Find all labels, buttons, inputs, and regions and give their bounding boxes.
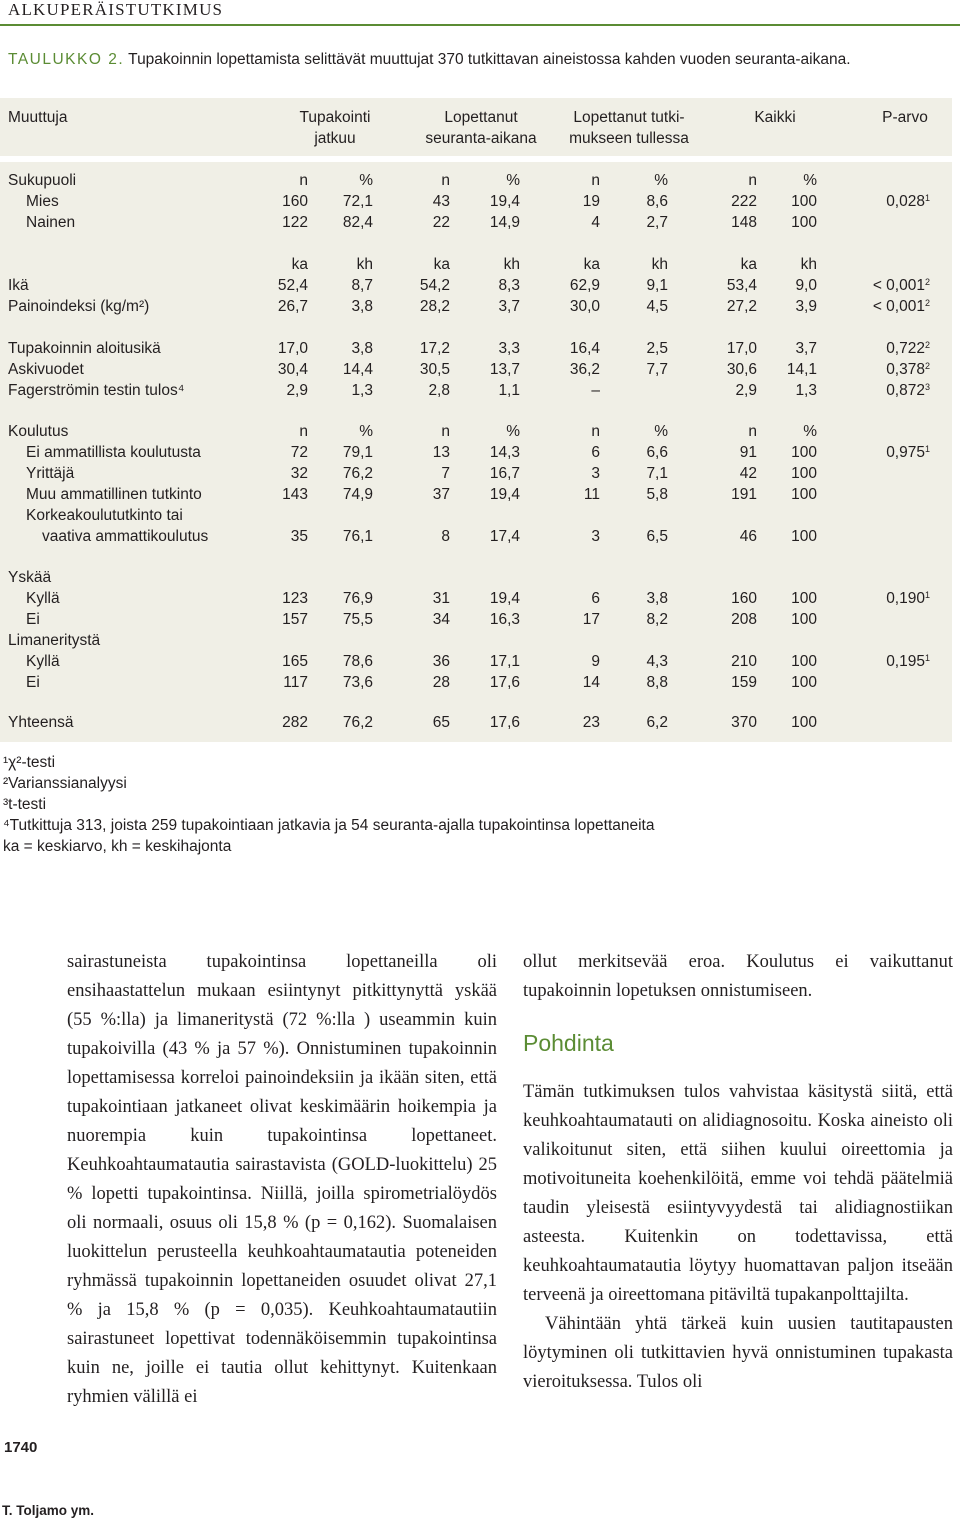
table-cell: 3 (591, 528, 600, 545)
table-cell: 100 (791, 611, 817, 628)
text-column-right (523, 948, 953, 1397)
header-p-value: P-arvo (882, 109, 928, 126)
row-label: Ei ammatillista koulutusta (26, 444, 201, 461)
header-all: Kaikki (754, 109, 796, 126)
table-cell: 14,4 (342, 361, 373, 378)
p-value: 0,378 (886, 361, 925, 378)
table-cell: 37 (432, 486, 450, 503)
body-paragraph: Tämän tutkimuksen tulos vahvistaa käsitystä siitä, että keuhkoahtaumatauti on alidiagnosoitu. Koska aineisto oli valikoitunut siten, että siihen kuului oireettomia ja motivoituneita koehenkilöitä, emme voi tehdä päätelmiä taudin yleisestä esiintyvyydestä tai alidiagnostiikan asteesta. Kuitenkin on todettavissa, että keuhkoahtaumatautia löytyy huomattavan paljon itseään terveenä ja oireettomana pitäviltä tupakanpolttajilta. (523, 1082, 953, 1305)
table-cell: 8,8 (646, 674, 668, 691)
table-row (0, 275, 952, 296)
row-label: Yhteensä (8, 714, 74, 731)
table-cell: 100 (791, 674, 817, 691)
table-cell: 72,1 (342, 193, 373, 210)
table-cell: 6,5 (646, 528, 668, 545)
p-value-cell (873, 296, 930, 317)
row-label: Sukupuoli (8, 172, 77, 189)
table-row (0, 170, 952, 191)
table-row (0, 567, 952, 588)
table-cell: 5,8 (646, 486, 668, 503)
table-cell: 14 (582, 674, 600, 691)
table-cell: 148 (731, 214, 757, 231)
table-cell: 14,3 (489, 444, 520, 461)
table-cell: 222 (731, 193, 757, 210)
page-number: 1740 (4, 1439, 38, 1456)
table-cell: 100 (791, 465, 817, 482)
table-cell: 36 (432, 653, 450, 670)
p-value-test-ref: 1 (924, 590, 930, 600)
row-label: Ei (26, 611, 40, 628)
table-cell: 13,7 (489, 361, 520, 378)
row-label: Koulutus (8, 423, 69, 440)
table-cell: 100 (791, 444, 817, 461)
p-value-cell (886, 380, 930, 401)
table-cell: 54,2 (419, 277, 450, 294)
header-smoking-continues: Tupakointi jatkuu (299, 109, 371, 147)
p-value-test-ref: 1 (924, 653, 930, 663)
table-cell: 28 (432, 674, 450, 691)
table-cell: 22 (432, 214, 450, 231)
table-cell: 3,7 (795, 340, 817, 357)
table-cell: 8,2 (646, 611, 668, 628)
p-value: 0,028 (886, 193, 925, 210)
table-cell: 46 (739, 528, 757, 545)
table-cell: 16,7 (489, 465, 520, 482)
table-cell: 159 (731, 674, 757, 691)
table-cell: 3,9 (795, 298, 817, 315)
table-row (0, 672, 952, 693)
table-cell: 370 (731, 714, 757, 731)
p-value: < 0,001 (872, 277, 925, 294)
table-row (0, 212, 952, 233)
row-label: Askivuodet (8, 361, 84, 378)
table-cell: 17,0 (726, 340, 757, 357)
table-cell: 79,1 (342, 444, 373, 461)
table-cell: % (359, 172, 373, 189)
table-cell: 2,5 (646, 340, 668, 357)
row-label: Fagerströmin testin tulos⁴ (8, 382, 185, 399)
body-paragraph: sairastuneista tupakointinsa lopettaneilla oli ensihaastattelun mukaan esiintynyt pitkittynyttä yskää (55 %:lla) ja limaneritystä (72 %:lla ) useammin kuin tupakoivilla (43 % ja 57 %). Onnistuminen tupakoinnin lopettamisessa korreloi painoindeksiin ja ikään siten, että tupakointiaan jatkaneet olivat keskimäärin hoikempia ja nuorempia kuin tupakointinsa lopettaneet. Keuhkoahtaumatautia sairastavista (GOLD-luokittelu) 25 % lopetti tupakointinsa. Niillä, joilla spirometrialöydös oli normaali, osuus oli 15,8 % (p = 0,162). Suomalaisen luokittelun perusteella keuhkoahtaumatautia poteneiden ryhmässä tupakoinnin lopettaneiden osuudet olivat 27,1 % ja 15,8 % (p = 0,035). Keuhkoahtaumatautiin sairastuneet lopettivat todennäköisemmin tupakointinsa kuin ne, joille ei tautia ollut kehittynyt. Kuitenkaan ryhmien välillä ei (67, 952, 497, 1407)
p-value: 0,872 (886, 382, 925, 399)
table-cell: 8,6 (646, 193, 668, 210)
table-cell: 4 (591, 214, 600, 231)
table-cell: ka (740, 256, 757, 273)
section-label: ALKUPERÄISTUTKIMUS (8, 0, 224, 19)
row-label: Nainen (26, 214, 76, 231)
table-cell: 210 (731, 653, 757, 670)
row-label: Korkeakoulututkinto tai (26, 507, 183, 524)
table-cell: 100 (791, 528, 817, 545)
table-cell: 34 (432, 611, 450, 628)
table-header (0, 98, 952, 156)
p-value-cell (886, 651, 930, 672)
table-cell: 43 (432, 193, 450, 210)
table-cell: % (654, 172, 668, 189)
p-value-test-ref: 1 (924, 193, 930, 203)
table-cell: 2,9 (286, 382, 308, 399)
table-cell: 31 (432, 590, 450, 607)
p-value: 0,195 (886, 653, 925, 670)
p-value-cell (886, 359, 930, 380)
table-cell: 7,7 (646, 361, 668, 378)
footnote: ²Varianssianalyysi (3, 775, 127, 792)
table-cell: 13 (432, 444, 450, 461)
footnote: ¹χ²-testi (3, 754, 56, 771)
table-cell: 19 (582, 193, 600, 210)
footnotes (3, 752, 654, 857)
table-cell: 123 (282, 590, 308, 607)
table-cell: n (299, 423, 308, 440)
table-cell: 100 (791, 486, 817, 503)
table-cell: 91 (739, 444, 757, 461)
table-cell: 52,4 (277, 277, 308, 294)
p-value-test-ref: 1 (924, 444, 930, 454)
table-cell: 157 (282, 611, 308, 628)
table-cell: 35 (290, 528, 308, 545)
table-row (0, 254, 952, 275)
table-cell: 73,6 (342, 674, 373, 691)
table-cell: 160 (282, 193, 308, 210)
table-cell: 8 (441, 528, 450, 545)
data-table (0, 98, 952, 742)
p-value: 0,975 (886, 444, 925, 461)
table-cell: kh (503, 256, 520, 273)
table-cell: 76,9 (342, 590, 373, 607)
table-cell: 1,1 (498, 382, 520, 399)
table-cell: 26,7 (277, 298, 308, 315)
table-cell: 27,2 (726, 298, 757, 315)
table-cell: 76,1 (342, 528, 373, 545)
table-cell: 42 (739, 465, 757, 482)
p-value-cell (886, 338, 930, 359)
table-cell: n (441, 172, 450, 189)
p-value-test-ref: 3 (924, 382, 930, 392)
table-cell: 11 (583, 486, 600, 503)
p-value: < 0,001 (872, 298, 925, 315)
table-cell: % (506, 423, 520, 440)
table-cell: n (748, 423, 757, 440)
table-cell: 1,3 (795, 382, 817, 399)
table-cell: 17 (582, 611, 600, 628)
table-cell: 17,6 (489, 674, 520, 691)
table-cell: 100 (791, 653, 817, 670)
header-separator (0, 156, 952, 162)
table-caption-label: TAULUKKO 2. (8, 51, 125, 68)
table-cell: n (591, 423, 600, 440)
table-cell: 62,9 (569, 277, 600, 294)
table-cell: 16,4 (569, 340, 600, 357)
table-cell: 17,0 (277, 340, 308, 357)
p-value-test-ref: 2 (924, 277, 930, 287)
table-cell: % (506, 172, 520, 189)
table-row (0, 630, 952, 651)
table-cell: 9,1 (646, 277, 668, 294)
footer-author: T. Toljamo ym. (2, 1503, 95, 1518)
row-label: Muu ammatillinen tutkinto (26, 486, 202, 503)
text-column-left (67, 948, 497, 1412)
table-cell: 8,7 (351, 277, 373, 294)
table-cell: 65 (432, 714, 450, 731)
section-heading: Pohdinta (523, 1030, 614, 1056)
footnote: ⁴Tutkittuja 313, joista 259 tupakointiaan jatkavia ja 54 seuranta-ajalla tupakointinsa lopettaneita (3, 817, 655, 834)
table-row (0, 609, 952, 630)
table-cell: 32 (290, 465, 308, 482)
table-cell: 76,2 (342, 465, 373, 482)
table-row (0, 296, 952, 317)
table-cell: 30,4 (277, 361, 308, 378)
footnote: ³t-testi (3, 796, 47, 813)
footnote: ka = keskiarvo, kh = keskihajonta (3, 838, 232, 855)
table-cell: 28,2 (419, 298, 450, 315)
table-cell: 23 (582, 714, 600, 731)
row-label: Ei (26, 674, 40, 691)
table-cell: ka (291, 256, 308, 273)
table-row (0, 359, 952, 380)
table-row (0, 651, 952, 672)
table-cell: 9 (591, 653, 600, 670)
header-rule (0, 24, 960, 26)
table-cell: ka (433, 256, 450, 273)
table-row (0, 505, 952, 526)
row-label: Kyllä (26, 590, 60, 607)
table-cell: 78,6 (342, 653, 373, 670)
table-cell: 16,3 (489, 611, 520, 628)
table-cell: 17,6 (489, 714, 520, 731)
table-cell: 76,2 (342, 714, 373, 731)
table-cell: 282 (282, 714, 308, 731)
table-row (0, 442, 952, 463)
table-cell: 100 (791, 714, 817, 731)
table-cell: kh (800, 256, 817, 273)
table-cell: 160 (731, 590, 757, 607)
p-value-test-ref: 2 (924, 340, 930, 350)
p-value-test-ref: 2 (924, 361, 930, 371)
table-cell: % (803, 172, 817, 189)
table-cell: 1,3 (351, 382, 373, 399)
table-cell: 100 (791, 193, 817, 210)
table-cell: 3,3 (498, 340, 520, 357)
table-row (0, 588, 952, 609)
body-paragraph: Vähintään yhtä tärkeä kuin uusien tautitapausten löytyminen oli tutkittavien hyvä onnistuminen tupakasta vieroituksessa. Tulos oli (523, 1314, 953, 1392)
table-cell: 2,9 (735, 382, 757, 399)
header-quit-followup: Lopettanut seuranta-aikana (425, 109, 537, 147)
row-label: Limaneritystä (8, 632, 101, 649)
table-cell: 4,3 (646, 653, 668, 670)
table-cell: 3,7 (498, 298, 520, 315)
table-cell: 3,8 (351, 340, 373, 357)
table-row (0, 484, 952, 505)
table-cell: 19,4 (489, 590, 520, 607)
header-quit-at-entry: Lopettanut tutki- mukseen tullessa (569, 109, 689, 147)
table-cell: 75,5 (342, 611, 373, 628)
table-cell: kh (651, 256, 668, 273)
row-label: Mies (26, 193, 59, 210)
row-label: Yskää (8, 569, 52, 586)
table-cell: 19,4 (489, 486, 520, 503)
table-cell: kh (356, 256, 373, 273)
table-cell: 8,3 (498, 277, 520, 294)
table-cell: 117 (283, 674, 308, 691)
p-value: 0,722 (886, 340, 925, 357)
table-cell: 7,1 (646, 465, 668, 482)
table-cell: 9,0 (795, 277, 817, 294)
table-cell: 72 (290, 444, 308, 461)
table-cell: 17,2 (419, 340, 450, 357)
table-cell: 6,6 (646, 444, 668, 461)
table-cell: 3 (591, 465, 600, 482)
row-label: Painoindeksi (kg/m²) (8, 298, 150, 315)
table-row (0, 380, 952, 401)
table-cell: 19,4 (489, 193, 520, 210)
table-cell: 17,4 (489, 528, 520, 545)
table-cell: 143 (282, 486, 308, 503)
p-value-cell (886, 442, 930, 463)
table-cell: 6 (591, 590, 600, 607)
row-label: Yrittäjä (26, 465, 75, 482)
table-cell: 53,4 (726, 277, 757, 294)
body-paragraph: ollut merkitsevää eroa. Koulutus ei vaikuttanut tupakoinnin lopetuksen onnistumiseen. (523, 952, 953, 1001)
table-cell: n (299, 172, 308, 189)
row-label: Ikä (8, 277, 29, 294)
table-cell: 74,9 (342, 486, 373, 503)
p-value-cell (886, 588, 930, 609)
p-value: 0,190 (886, 590, 925, 607)
p-value-test-ref: 2 (924, 298, 930, 308)
table-cell: ka (583, 256, 600, 273)
table-cell: 122 (282, 214, 308, 231)
table-caption-text: Tupakoinnin lopettamista selittävät muuttujat 370 tutkittavan aineistossa kahden vuoden seuranta-aikana. (128, 51, 851, 68)
table-cell: 14,9 (489, 214, 520, 231)
table-cell: 3,8 (646, 590, 668, 607)
p-value-cell (873, 275, 930, 296)
table-cell: 82,4 (342, 214, 373, 231)
table-cell: 3,8 (351, 298, 373, 315)
table-row (0, 338, 952, 359)
row-label: Tupakoinnin aloitusikä (8, 340, 161, 357)
table-cell: – (591, 382, 600, 399)
table-cell: 100 (791, 590, 817, 607)
table-cell: 14,1 (786, 361, 817, 378)
table-cell: % (359, 423, 373, 440)
table-cell: n (748, 172, 757, 189)
table-cell: 208 (731, 611, 757, 628)
table-cell: 36,2 (569, 361, 600, 378)
header-muuttuja: Muuttuja (8, 109, 68, 126)
row-label: Kyllä (26, 653, 60, 670)
table-caption (8, 50, 953, 70)
table-cell: 165 (282, 653, 308, 670)
table-cell: 100 (791, 214, 817, 231)
table-cell: % (803, 423, 817, 440)
table-cell: % (654, 423, 668, 440)
table-cell: 30,0 (569, 298, 600, 315)
table-cell: 17,1 (489, 653, 520, 670)
table-row (0, 463, 952, 484)
p-value-cell (886, 191, 930, 212)
table-cell: 2,7 (646, 214, 668, 231)
table-cell: 7 (441, 465, 450, 482)
table-row (0, 191, 952, 212)
table-cell: 30,5 (419, 361, 450, 378)
table-cell: n (441, 423, 450, 440)
table-cell: 2,8 (428, 382, 450, 399)
row-label: vaativa ammattikoulutus (42, 528, 209, 545)
table-cell: 191 (731, 486, 757, 503)
table-row (0, 712, 952, 733)
table-row (0, 526, 952, 547)
table-cell: 4,5 (646, 298, 668, 315)
table-row (0, 421, 952, 442)
table-cell: n (591, 172, 600, 189)
table-cell: 6 (591, 444, 600, 461)
table-cell: 6,2 (646, 714, 668, 731)
table-cell: 30,6 (726, 361, 757, 378)
